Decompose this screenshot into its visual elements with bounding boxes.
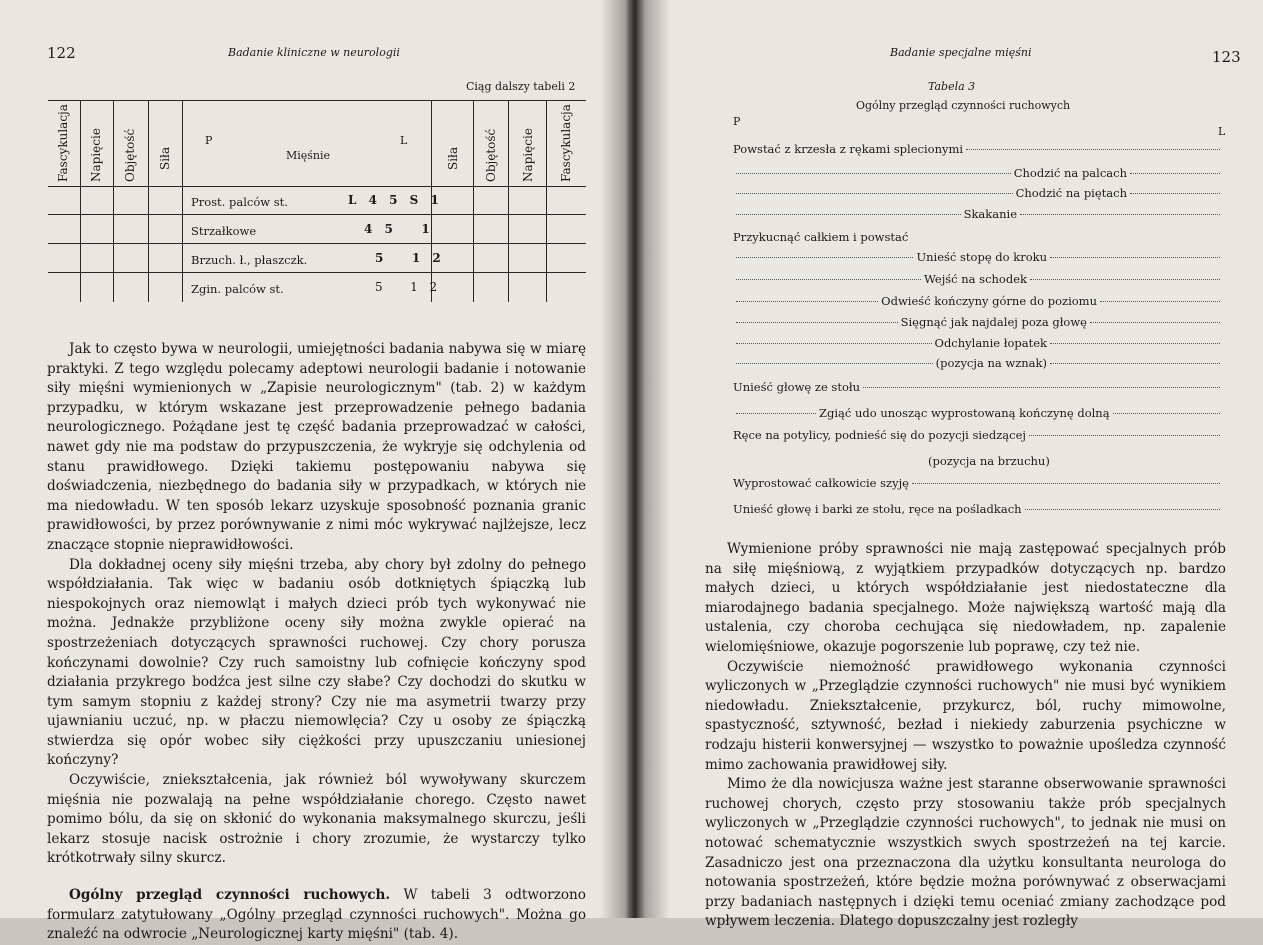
table-row-values: 4 5 1 — [364, 222, 434, 236]
form-item: Przykucnąć całkiem i powstać — [733, 230, 909, 244]
book-gutter — [600, 0, 670, 918]
form-item: Ręce na potylicy, podnieść się do pozycji siedzącej — [733, 428, 1223, 442]
left-body-text — [47, 340, 586, 945]
form-item: Chodzić na piętach — [733, 186, 1223, 200]
paragraph: Oczywiście, zniekształcenia, jak również ból wywoływany skurczem mięśnia nie pozwalają na pełne współdziałanie chorego. Często nawet pomimo bólu, da się on skłonić do wykonania maksymalnego skurczu, jeśli lekarz stosuje nacisk ostrożnie i chory zrozumie, że wystarczy tylko krótkotrwały silny skurcz. — [47, 772, 586, 867]
header-sila-left: Siła — [158, 146, 172, 170]
form-item: Powstać z krzesła z rękami splecionymi — [733, 142, 1223, 156]
header-sila-right: Siła — [446, 146, 460, 170]
header-miesnie: Mięśnie — [286, 149, 331, 162]
paragraph: Oczywiście niemożność prawidłowego wykonania czynności wyliczonych w „Przeglądzie czynności ruchowych" nie musi być wynikiem niedowładu. Zniekształcenie, przykurcz, ból, ruchy mimowolne, spastyczność, sztywność, bezład i niekiedy zaburzenia psychiczne w rodzaju histerii konwersyjnej — wszystko to poważnie upośledza czynność mimo zachowania prawidłowej siły. — [705, 658, 1226, 773]
table-label: Tabela 3 — [928, 80, 976, 93]
form-item: Skakanie — [733, 207, 1223, 221]
form-item: Odwieść kończyny górne do poziomu — [733, 294, 1223, 308]
table-row-values: L 4 5 S 1 — [348, 193, 443, 207]
table-row-values: 5 1 2 — [375, 280, 442, 294]
header-l: L — [400, 134, 408, 147]
running-head: Badanie specjalne mięśni — [890, 46, 1032, 59]
header-fascykulacja-right: Fascykulacja — [559, 104, 573, 182]
table-row-muscle: Prost. palców st. — [191, 195, 288, 209]
l-label: L — [1218, 125, 1226, 138]
form-item: (pozycja na wznak) — [733, 356, 1223, 370]
paragraph: Jak to często bywa w neurologii, umiejętności badania nabywa się w miarę praktyki. Z tego względu polecamy adeptowi neurologii badanie i notowanie siły mięśni wymienionych w „Zapisie neurologicznym" (tab. 2) w każdym przypadku, w którym wskazane jest przeprowadzenie pełnego badania neurologicznego. Pożądane jest tę część badania przeprowadzać w całości, nawet gdy nie ma podstaw do przypuszczenia, że wykryje się odchylenia od stanu prawidłowego. Dzięki takiemu postępowaniu nabywa się doświadczenia, niezbędnego do badania siły w przypadkach, w których nie ma niedowładu. W ten sposób lekarz uzyskuje sposobność poznania granic prawidłowości, by przez porównywanie z nimi móc wykrywać najlżejsze, lecz znaczące stopnie nieprawidłowości. — [47, 341, 586, 553]
form-item: Unieść głowę ze stołu — [733, 380, 1223, 394]
p-label: P — [733, 115, 741, 128]
table-row-values: 5 1 2 — [375, 251, 445, 265]
table-row-muscle: Zgin. palców st. — [191, 282, 284, 296]
table-title: Ogólny przegląd czynności ruchowych — [856, 99, 1071, 112]
form-item: Wejść na schodek — [733, 272, 1223, 286]
table-caption: Ciąg dalszy tabeli 2 — [466, 80, 576, 93]
header-p: P — [205, 134, 213, 147]
form-item: Unieść stopę do kroku — [733, 250, 1223, 264]
section-heading: Ogólny przegląd czynności ruchowych. — [69, 887, 391, 904]
form-item: Wyprostować całkowicie szyję — [733, 476, 1223, 490]
page-number: 122 — [47, 44, 76, 62]
header-objetosc-left: Objętość — [123, 128, 137, 182]
page-number: 123 — [1212, 48, 1241, 66]
running-head: Badanie kliniczne w neurologii — [228, 46, 400, 59]
form-item: Zgiąć udo unosząc wyprostowaną kończynę dolną — [733, 406, 1223, 420]
table-row-muscle: Brzuch. ł., płaszczk. — [191, 253, 308, 267]
form-item: Chodzić na palcach — [733, 166, 1223, 180]
paragraph: Wymienione próby sprawności nie mają zastępować specjalnych prób na siłę mięśniową, z wyjątkiem przypadków dotyczących np. bardzo małych dzieci, u których współdziałanie jest niedostateczne dla miarodajnego badania specjalnego. Może największą wartość mają dla ustalenia, czy choroba cechująca się niedowładem, np. zapalenie wielomięśniowe, okazuje pogorszenie lub poprawę, czy też nie. — [705, 541, 1226, 655]
paragraph: Mimo że dla nowicjusza ważne jest staranne obserwowanie sprawności ruchowej chorych, często przy stosowaniu także prób specjalnych wyliczonych w „Przeglądzie czynności ruchowych", to jednak nie musi on notować schematycznie wszystkich swych spostrzeżeń na tej karcie. Zasadniczo jest ona przeznaczona dla użytku konsultanta neurologa do notowania spostrzeżeń, które będzie można porównywać z obserwacjami przy badaniach następnych i dzięki temu oceniać zmiany zachodzące pod wpływem leczenia. Dlatego dopuszczalny jest rozległy — [705, 776, 1226, 930]
form-item: (pozycja na brzuchu) — [928, 454, 1050, 468]
right-body-text — [705, 540, 1226, 932]
section-text: W tabeli 3 odtworzono formularz zatytułowany „Ogólny przegląd czynności ruchowych". Można go znaleźć na odwrocie „Neurologicznej karty mięśni" (tab. 4). — [47, 887, 586, 943]
table-row-muscle: Strzałkowe — [191, 224, 257, 238]
form-item: Unieść głowę i barki ze stołu, ręce na pośladkach — [733, 502, 1223, 516]
header-napiecie-left: Napięcie — [89, 128, 103, 182]
header-fascykulacja-left: Fascykulacja — [56, 104, 70, 182]
header-objetosc-right: Objętość — [484, 128, 498, 182]
section-paragraph — [47, 886, 586, 945]
paragraph: Dla dokładnej oceny siły mięśni trzeba, aby chory był zdolny do pełnego współdziałania. Tak więc w badaniu osób dotkniętych śpiączką lub niespokojnych oraz niemowląt i małych dzieci prób tych wykonywać nie można. Jednakże przybliżone oceny siły można zwykle opierać na spostrzeżeniach dotyczących sprawności ruchowej. Czy chory porusza kończynami dowolnie? Czy ruch samoistny lub cofnięcie kończyny spod działania przykrego bodźca jest silne czy słabe? Czy dochodzi do skutku w tym samym stopniu z każdej strony? Czy nie ma asymetrii twarzy przy ujawnianiu uczuć, np. w płaczu niemowlęcia? Czy u osoby ze śpiączką stwierdza się opór wobec siły ciężkości przy upuszczaniu uniesionej kończyny? — [47, 556, 586, 769]
right-page — [636, 0, 1263, 930]
muscle-table — [48, 100, 586, 302]
left-page — [0, 0, 628, 943]
form-item: Sięgnąć jak najdalej poza głowę — [733, 315, 1223, 329]
form-item: Odchylanie łopatek — [733, 336, 1223, 350]
header-napiecie-right: Napięcie — [521, 128, 535, 182]
